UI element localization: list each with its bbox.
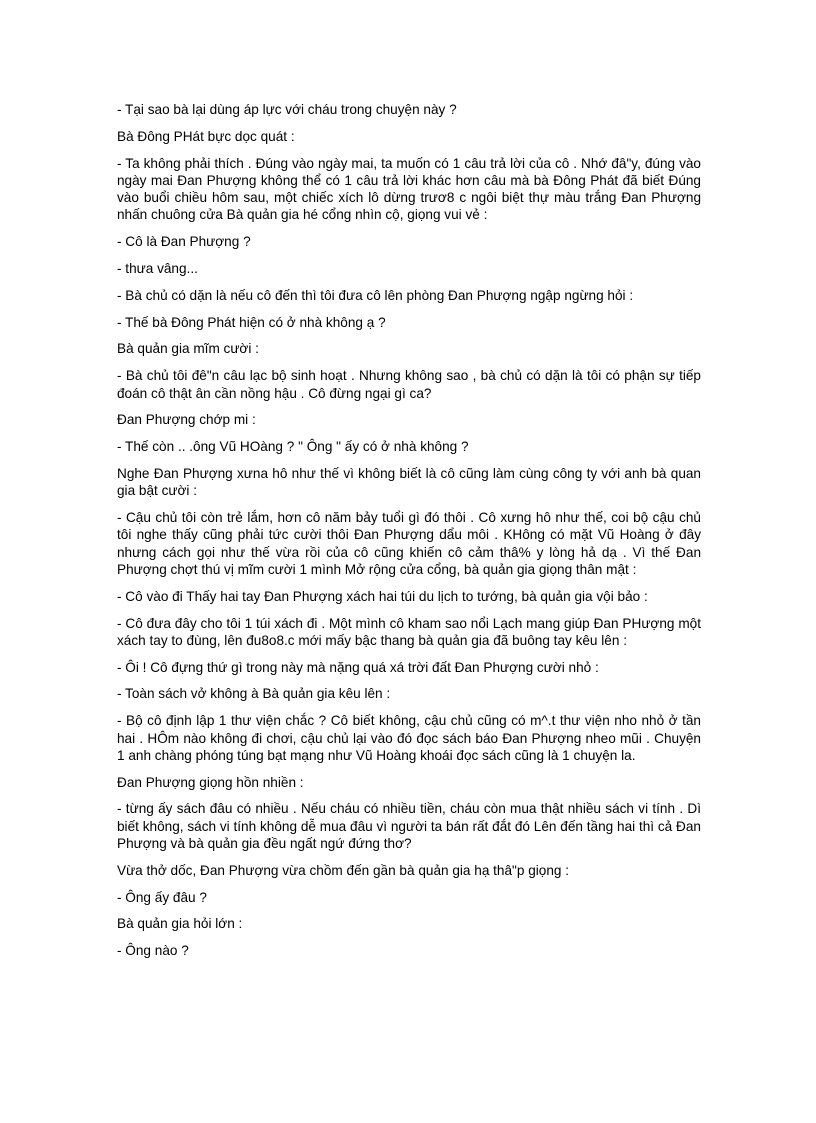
paragraph-18: - Bộ cô định lập 1 thư viện chắc ? Cô biết không, cậu chủ cũng có m^.t thư viện nho nhỏ ở tần hai . HÔm nào không đi chơi, cậu chủ lại vào đó đọc sách báo Đan Phượng nheo mũi . Chuyện 1 anh chàng phóng túng bạt mạng như Vũ Hoàng khoái đọc sách cũng là 1 chuyện la.: [117, 713, 701, 763]
paragraph-16: - Ôi ! Cô đựng thứ gì trong này mà nặng quá xá trời đất Đan Phượng cười nhỏ :: [117, 659, 599, 675]
paragraph-3: - Ta không phải thích . Đúng vào ngày mai, ta muốn có 1 câu trả lời của cô . Nhớ đâ"y, đúng vào ngày mai Đan Phượng không thể có 1 câu trả lời khác hơn câu mà bà Đông Phát đã biết Đúng vào buổi chiều hôm sau, một chiếc xích lô dừng trươ8 c ngôi biệt thự màu trắng Đan Phượng nhấn chuông cửa Bà quản gia hé cổng nhìn cộ, giọng vui vẻ :: [117, 155, 701, 223]
paragraph-11: - Thế còn .. .ông Vũ HOàng ? " Ông " ấy có ở nhà không ?: [117, 439, 469, 455]
paragraph-24: - Ông nào ?: [117, 943, 189, 959]
document-page: [117, 101, 701, 969]
paragraph-17: - Toàn sách vở không à Bà quản gia kêu lên :: [117, 686, 391, 702]
paragraph-12: Nghe Đan Phượng xưna hô như thế vì không biết là cô cũng làm cùng công ty với anh bà quan gia bật cười :: [117, 465, 701, 499]
paragraph-6: - Bà chủ có dặn là nếu cô đến thì tôi đưa cô lên phòng Đan Phượng ngập ngừng hỏi :: [117, 287, 634, 303]
paragraph-21: Vừa thở dốc, Đan Phượng vừa chồm đến gần bà quản gia hạ thâ"p giọng :: [117, 862, 570, 878]
paragraph-4: - Cô là Đan Phượng ?: [117, 234, 251, 250]
paragraph-2: Bà Đông PHát bực dọc quát :: [117, 128, 295, 144]
paragraph-22: - Ông ấy đâu ?: [117, 889, 207, 905]
paragraph-13: - Cậu chủ tôi còn trẻ lắm, hơn cô năm bảy tuổi gì đó thôi . Cô xưng hô như thế, coi bộ cậu chủ tôi nghe thấy cũng phải tức cười thôi Đan Phượng dẩu môi . KHông có mặt Vũ Hoàng ở đây nhưng cách gọi như thế vừa rồi của cô cũng khiến cô cảm thâ% y lòng hả dạ . Vì thế Đan Phượng chợt thú vị mĩm cười 1 mình Mở rộng cửa cổng, bà quản gia giọng thân mật :: [117, 510, 701, 577]
paragraph-9: - Bà chủ tôi đê"n câu lạc bộ sinh hoạt . Nhưng không sao , bà chủ có dặn là tôi có phận sự tiếp đoán cô thật ân cần nồng hậu . Cô đừng ngại gì ca?: [117, 368, 701, 401]
paragraph-5: - thưa vâng...: [117, 261, 198, 277]
paragraph-23: Bà quản gia hỏi lớn :: [117, 916, 243, 932]
paragraph-14: - Cô vào đi Thấy hai tay Đan Phượng xách hai túi du lịch to tướng, bà quản gia vội bảo :: [117, 588, 648, 604]
paragraph-10: Đan Phượng chớp mi :: [117, 412, 256, 428]
paragraph-20: - từng ấy sách đâu có nhiều . Nếu cháu có nhiều tiền, cháu còn mua thật nhiều sách vi tính . Dì biết không, sách vi tính không dễ mua đâu vì người ta bán rất đắt đó Lên đến tầng hai thì cả Đan Phượng và bà quản gia đều ngất ngứ đứng thơ?: [117, 801, 701, 851]
paragraph-8: Bà quản gia mĩm cười :: [117, 341, 259, 357]
paragraph-19: Đan Phượng giọng hồn nhiền :: [117, 774, 304, 790]
paragraph-7: - Thế bà Đông Phát hiện có ở nhà không ạ ?: [117, 314, 386, 330]
paragraph-15: - Cô đưa đây cho tôi 1 túi xách đi . Một mình cô kham sao nổi Lạch mang giúp Đan PHượng một xách tay to đùng, lên đu8o8.c mới mấy bậc thang bà quản gia đã buông tay kêu lên :: [117, 615, 701, 648]
paragraph-1: - Tại sao bà lại dùng áp lực với cháu trong chuyện này ?: [117, 102, 457, 117]
